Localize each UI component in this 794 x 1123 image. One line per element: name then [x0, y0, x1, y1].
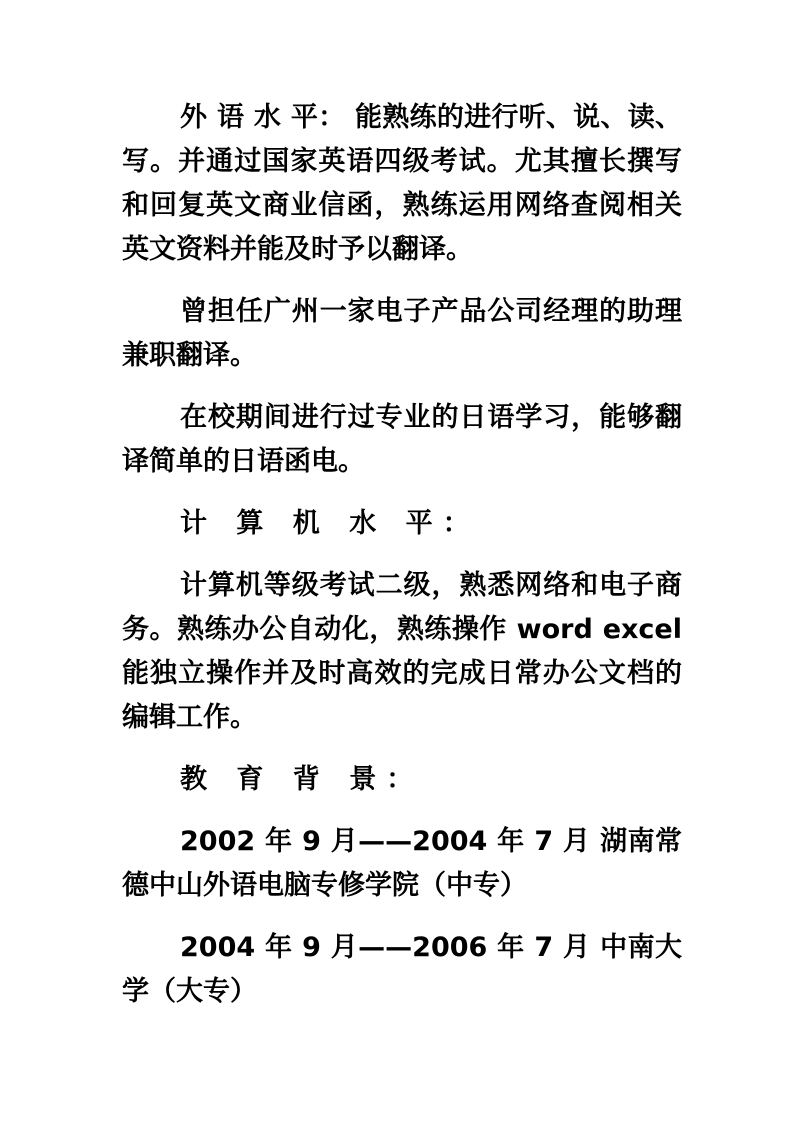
computer-skills-heading: 计 算 机 水 平： [180, 508, 480, 539]
document-body [122, 96, 682, 1032]
education-heading: 教 育 背 景： [180, 764, 424, 795]
translation-experience-paragraph: 曾担任广州一家电子产品公司经理的助理兼职翻译。 [122, 296, 682, 371]
education-entry-1: 2002 年 9 月——2004 年 7 月 湖南常德中山外语电脑专修学院（中专） [122, 826, 682, 901]
foreign-language-paragraph: 外 语 水 平： 能熟练的进行听、说、读、写。并通过国家英语四级考试。尤其擅长撰写和回复英文商业信函，熟练运用网络查阅相关英文资料并能及时予以翻译。 [122, 102, 682, 265]
computer-skills-paragraph: 计算机等级考试二级，熟悉网络和电子商务。熟练办公自动化，熟练操作 word excel 能独立操作并及时高效的完成日常办公文档的编辑工作。 [122, 570, 682, 733]
japanese-study-paragraph: 在校期间进行过专业的日语学习，能够翻译简单的日语函电。 [122, 402, 682, 477]
education-entry-2: 2004 年 9 月——2006 年 7 月 中南大学（大专） [122, 932, 682, 1007]
